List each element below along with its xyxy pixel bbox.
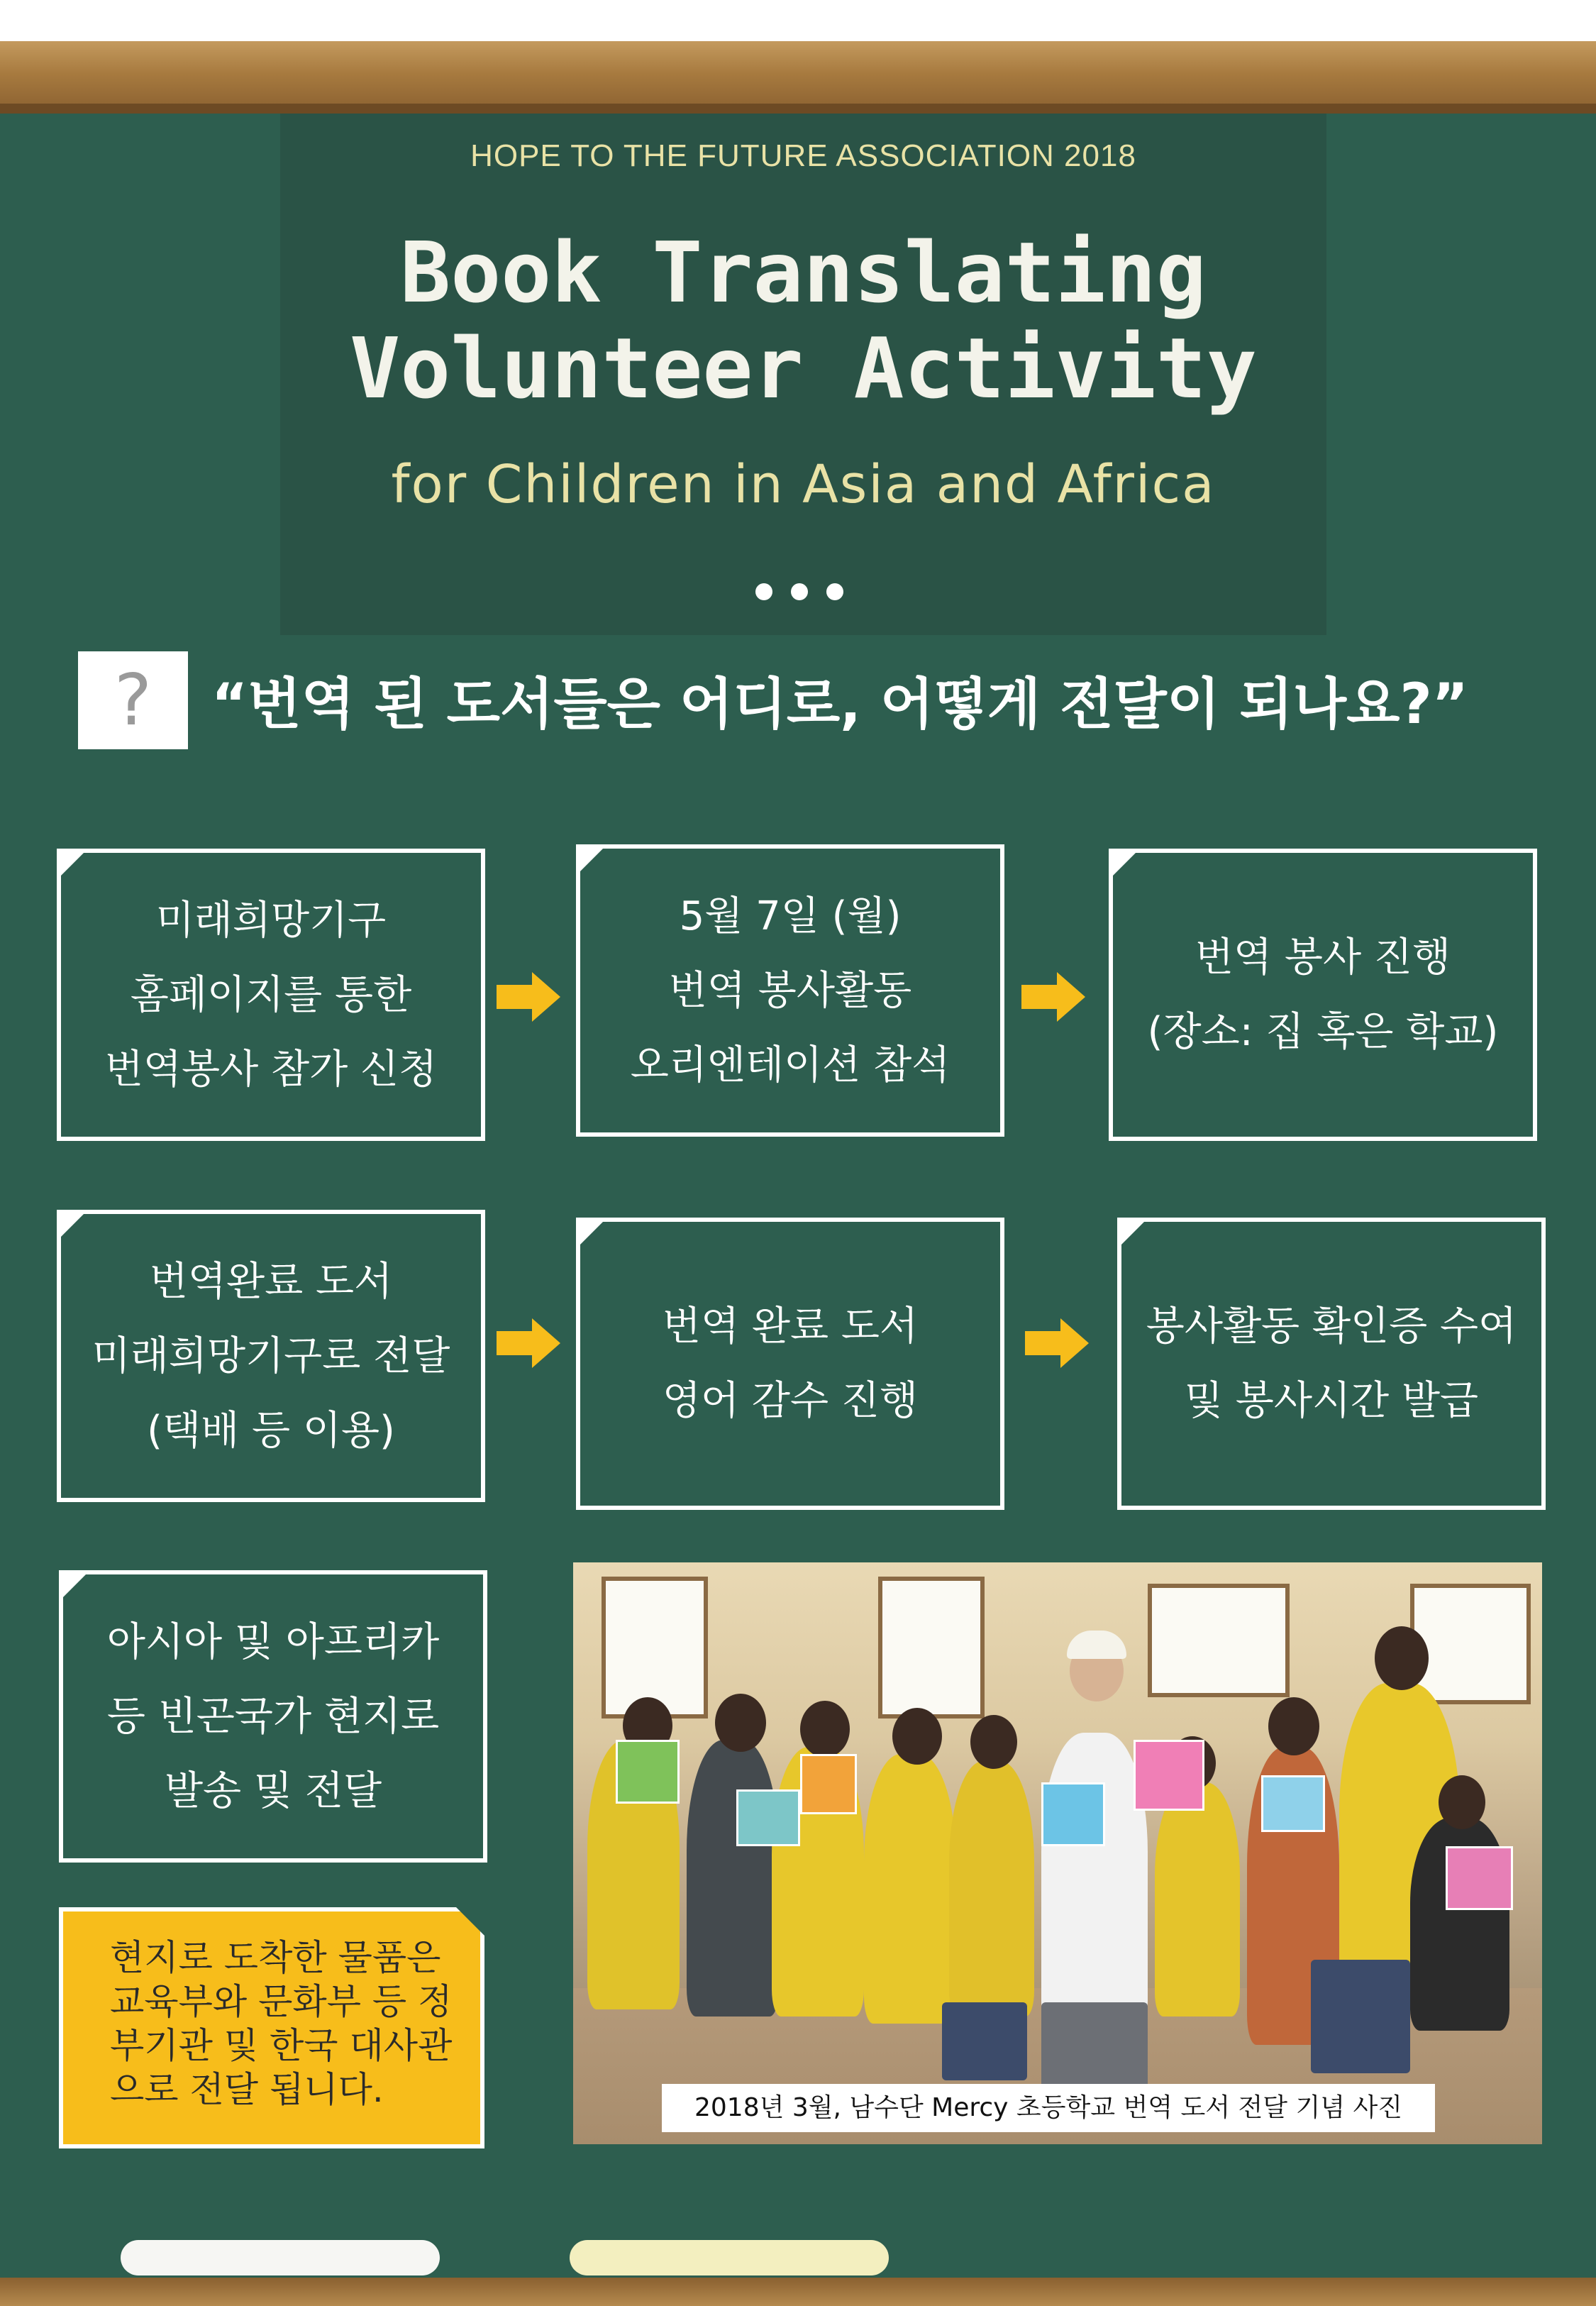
note-line-3: 부기관 및 한국 대사관 [110,2025,453,2066]
chalkboard-frame-top [0,41,1596,114]
photo-caption: 2018년 3월, 남수단 Mercy 초등학교 번역 도서 전달 기념 사진 [662,2084,1435,2132]
step-7-box [59,1570,487,1863]
question-mark-glyph: ? [113,658,153,741]
chalk-white [121,2240,440,2275]
step-7-line-2: 등 빈곤국가 현지로 [106,1693,440,1740]
arrow-right-icon [497,1318,560,1368]
ellipsis-dots [755,583,843,600]
step-4-line-2: 미래희망기구로 전달 [92,1333,450,1379]
chalkboard-frame-bottom [0,2278,1596,2306]
step-4-line-3: (택배 등 이용) [147,1407,395,1454]
arrow-right-icon [1025,1318,1089,1368]
note-line-4: 으로 전달 됩니다. [110,2069,384,2110]
title-line-1: Book Translating [400,224,1207,321]
arrow-right-icon [497,972,560,1022]
step-5-line-1: 번역 완료 도서 [662,1303,919,1350]
step-6-line-2: 및 봉사시간 발급 [1184,1378,1479,1424]
step-1-line-2: 홈페이지를 통한 [130,971,412,1018]
step-2-line-3: 오리엔테이션 참석 [630,1042,951,1088]
step-1-line-3: 번역봉사 참가 신청 [104,1046,438,1093]
step-2-line-2: 번역 봉사활동 [668,967,912,1014]
delivery-note [59,1907,484,2148]
step-3-box [1109,849,1537,1141]
step-1-box [57,849,485,1141]
step-2-box [576,844,1004,1137]
note-line-2: 교육부와 문화부 등 정 [110,1981,453,2022]
chalk-yellow [570,2240,889,2275]
step-1-line-1: 미래희망기구 [155,897,387,944]
step-3-line-2: (장소: 집 혹은 학교) [1147,1009,1499,1055]
question-mark-icon [78,651,188,749]
title-line-2: Volunteer Activity [350,319,1257,417]
step-2-line-1: 5월 7일 (월) [679,893,902,939]
organization-label: HOPE TO THE FUTURE ASSOCIATION 2018 [470,138,1136,173]
step-4-line-1: 번역완료 도서 [149,1258,393,1305]
step-6-box [1117,1218,1546,1510]
step-6-line-1: 봉사활동 확인증 수여 [1146,1303,1517,1350]
note-line-1: 현지로 도착한 물품은 [110,1937,441,1978]
step-3-line-1: 번역 봉사 진행 [1195,934,1451,981]
step-7-line-1: 아시아 및 아프리카 [106,1618,440,1665]
group-photo [573,1562,1542,2144]
arrow-right-icon [1021,972,1085,1022]
question-heading: “번역 된 도서들은 어디로, 어떻게 전달이 되나요?” [211,673,1468,737]
step-4-box [57,1210,485,1502]
step-5-box [576,1218,1004,1510]
subtitle: for Children in Asia and Africa [391,454,1216,515]
step-5-line-2: 영어 감수 진행 [662,1378,919,1424]
step-7-line-3: 발송 및 전달 [164,1767,382,1814]
